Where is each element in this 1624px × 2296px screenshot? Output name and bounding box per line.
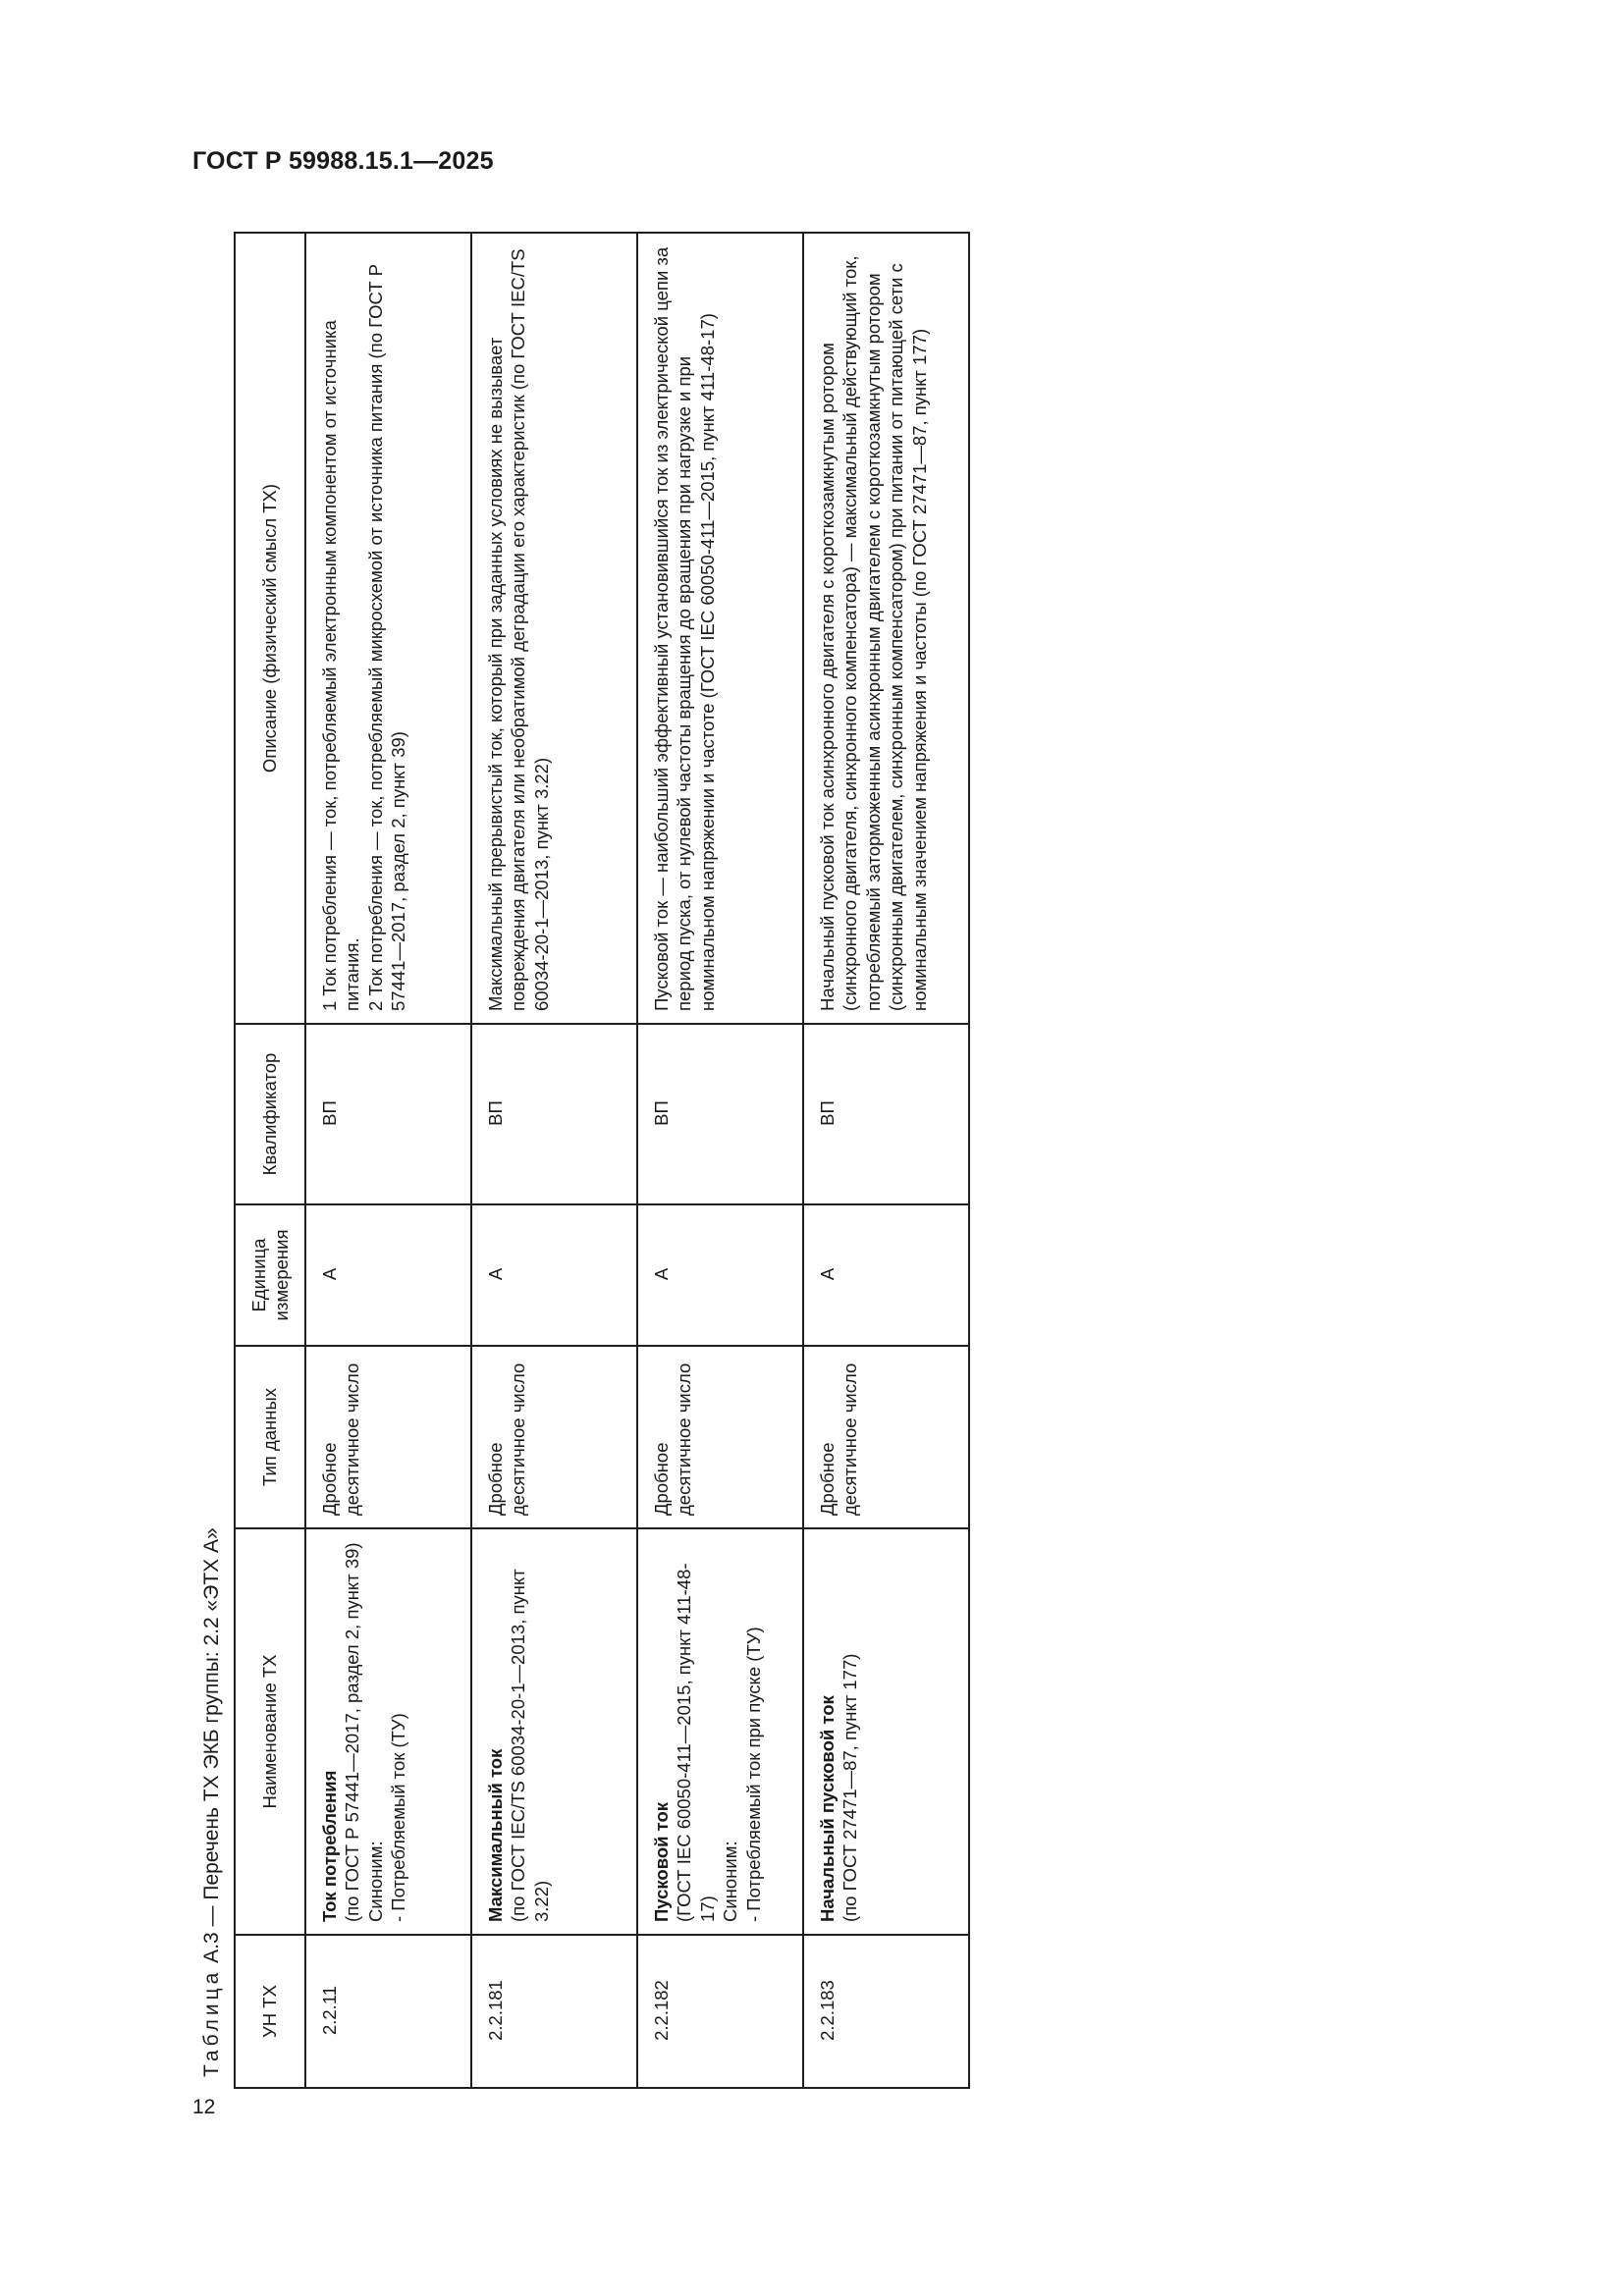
cell-name [637,1528,803,1935]
column-header-qualifier: Квалификатор [235,1024,305,1204]
cell-name-title: Пусковой ток [651,1801,672,1922]
cell-name [305,1528,471,1935]
table-caption-prefix: Таблица [200,1968,223,2077]
cell-name-line: - Потребляемый ток (ТУ) [388,1713,409,1922]
cell-name-line: (по ГОСТ IEC/TS 60034-20-1—2013, пункт 3.22) [508,1569,552,1922]
cell-description [471,233,637,1024]
cell-name-line: Синоним: [720,1841,741,1922]
cell-name-line: - Потребляемый ток при пуске (ТУ) [742,1627,764,1922]
page-number: 12 [192,2096,216,2118]
document-header: ГОСТ Р 59988.15.1—2025 [192,147,494,175]
table-row [803,233,969,2088]
column-header-id: УН ТХ [235,1935,305,2088]
cell-name [471,1528,637,1935]
cell-name-line: (ГОСТ IEC 60050-411—2015, пункт 411-48-17) [674,1563,718,1922]
cell-name-title: Максимальный ток [485,1748,506,1922]
cell-qualifier: ВП [803,1024,969,1204]
characteristics-table [234,232,970,2089]
cell-name-line: Синоним: [364,1841,386,1922]
cell-description [803,233,969,1024]
table-row [471,233,637,2088]
cell-description-line: Начальный пусковой ток асинхронного двигателя с короткозамкнутым ротором (синхронного двигателя, синхронного компенсатора) — максимальный действующий ток, потребляемый заторможенным асинхронным двигателем с короткозамкнутым ротором (синхронным двигателем, синхронным компенсатором) при питании от питающей сети с номинальным значением напряжения и частоты (по ГОСТ 27471—87, пункт 177) [817,255,930,1011]
column-header-description: Описание (физический смысл ТХ) [235,233,305,1024]
cell-id: 2.2.11 [305,1935,471,2088]
cell-name-line: (по ГОСТ Р 57441—2017, раздел 2, пункт 39) [342,1542,363,1922]
cell-description-line: Пусковой ток — наибольший эффективный установившийся ток из электрической цепи за период пуска, от нулевой частоты вращения до вращения при нагрузке и при номинальном напряжении и частоте (ГОСТ IEC 60050-411—2015, пункт 411-48-17) [651,246,718,1011]
cell-data-type: Дробное десятичное число [471,1346,637,1528]
column-header-name: Наименование ТХ [235,1528,305,1935]
rotated-table-block [192,224,1056,2089]
cell-qualifier: ВП [305,1024,471,1204]
cell-id: 2.2.183 [803,1935,969,2088]
cell-description [637,233,803,1024]
cell-id: 2.2.181 [471,1935,637,2088]
column-header-data-type: Тип данных [235,1346,305,1528]
cell-unit: А [305,1204,471,1346]
cell-unit: А [803,1204,969,1346]
cell-unit: А [471,1204,637,1346]
table-header-row [235,233,305,2088]
cell-id: 2.2.182 [637,1935,803,2088]
cell-name-title: Начальный пусковой ток [817,1695,838,1922]
cell-description-line: Максимальный прерывистый ток, который при заданных условиях не вызывает повреждения двигателя или необратимой деградации его характеристик (по ГОСТ IEC/TS 60034-20-1—2013, пункт 3.22) [485,248,552,1011]
cell-name [803,1528,969,1935]
cell-data-type: Дробное десятичное число [803,1346,969,1528]
cell-description [305,233,471,1024]
cell-qualifier: ВП [471,1024,637,1204]
table-caption-text: А.3 — Перечень ТХ ЭКБ группы: 2.2 «ЭТХ А» [200,1527,223,1963]
table-row [305,233,471,2088]
cell-name-line: (по ГОСТ 27471—87, пункт 177) [839,1653,861,1922]
cell-description-line: 2 Ток потребления — ток, потребляемый микросхемой от источника питания (по ГОСТ Р 57441—2017, раздел 2, пункт 39) [364,263,409,1011]
table-row [637,233,803,2088]
cell-qualifier: ВП [637,1024,803,1204]
cell-name-title: Ток потребления [319,1770,340,1922]
cell-description-line: 1 Ток потребления — ток, потребляемый электронным компонентом от источника питания. [319,320,363,1011]
cell-unit: А [637,1204,803,1346]
cell-data-type: Дробное десятичное число [637,1346,803,1528]
column-header-unit: Единица измерения [235,1204,305,1346]
cell-data-type: Дробное десятичное число [305,1346,471,1528]
table-caption [200,1527,224,2077]
